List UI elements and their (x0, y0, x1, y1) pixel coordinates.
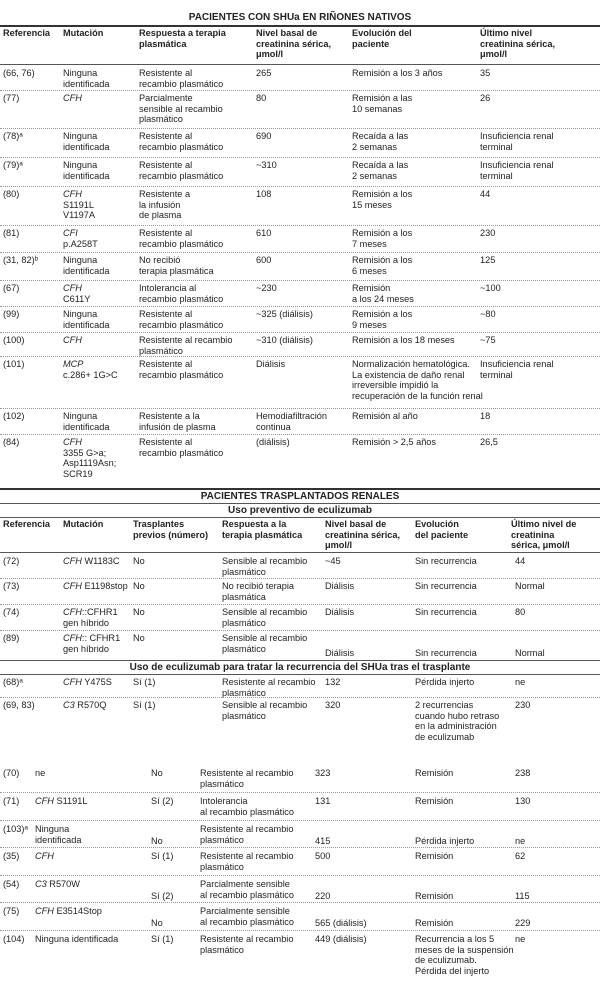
s1-cell-evol: Normalización hematológica. La existencia de daño renal irreversible impidió la recuperación de la función renal (352, 359, 483, 401)
s3-cell-resp: Resistente al recambio plasmático (222, 677, 316, 698)
row-divider (0, 604, 600, 605)
header2-mut: Mutación (63, 519, 104, 529)
s1-cell-mut: Ninguna identificada (63, 160, 110, 181)
row-divider (0, 630, 600, 631)
s1-cell-ultimo: Insuficiencia renal terminal (480, 359, 554, 380)
s2-cell-mut: CFH::CFHR1 gen híbrido (63, 607, 118, 628)
s1-cell-resp: Resistente al recambio plasmático (139, 228, 224, 249)
s1-cell-mut: MCP c.286+ 1G>C (63, 359, 118, 380)
s1-cell-basal: ~230 (256, 283, 277, 293)
s1-cell-evol: Remisión al año (352, 411, 418, 421)
s2-cell-resp: Sensible al recambio plasmático (222, 633, 308, 654)
header2-basal: Nivel basal de creatinina sérica, μmol/l (325, 519, 401, 551)
divider (0, 488, 600, 490)
s1-cell-evol: Remisión a los 24 meses (352, 283, 414, 304)
s1-cell-ultimo: ~75 (480, 335, 496, 345)
s1-cell-basal: 108 (256, 189, 272, 199)
s1-cell-ref: (99) (3, 309, 20, 319)
s1-cell-resp: Parcialmente sensible al recambio plasmático (139, 93, 223, 125)
s3-late-cell-ref: (54) (3, 879, 20, 889)
s3-late-cell-resp: Parcialmente sensible al recambio plasmático (200, 879, 294, 900)
s1-cell-ref: (102) (3, 411, 25, 421)
s3-late-cell-tras: Sí (2) (151, 891, 174, 901)
s3-late-cell-resp: Intolerancia al recambio plasmático (200, 796, 294, 817)
s3-late-cell-ultimo: 229 (515, 918, 531, 928)
s1-cell-ref: (84) (3, 437, 20, 447)
s1-cell-evol: Remisión > 2,5 años (352, 437, 437, 447)
s2-cell-evol: Sin recurrencia (415, 581, 477, 591)
s1-cell-ref: (101) (3, 359, 25, 369)
divider (0, 552, 600, 553)
divider (0, 503, 600, 504)
s1-cell-resp: Resistente al recambio plasmático (139, 437, 224, 458)
s2-cell-basal: Diálisis (325, 648, 355, 658)
s3-cell-tras: Sí (1) (133, 700, 156, 710)
s3-late-cell-resp: Resistente al recambio plasmático (200, 768, 294, 789)
s2-cell-evol: Sin recurrencia (415, 556, 477, 566)
s3-late-cell-tras: Sí (2) (151, 796, 174, 806)
s1-cell-resp: Resistente al recambio plasmático (139, 160, 224, 181)
s1-cell-mut: Ninguna identificada (63, 309, 110, 330)
header2-tras: Trasplantes previos (número) (133, 519, 209, 540)
s3-late-cell-mut: CFH E3514Stop (35, 906, 102, 916)
s3-late-cell-mut: ne (35, 768, 46, 778)
s3-late-cell-ref: (71) (3, 796, 20, 806)
s2-cell-basal: Diálisis (325, 581, 355, 591)
s1-cell-evol: Recaída a las 2 semanas (352, 160, 409, 181)
s1-cell-ultimo: ~100 (480, 283, 501, 293)
s1-cell-mut: CFH C611Y (63, 283, 91, 304)
s3-late-cell-basal: 220 (315, 891, 331, 901)
s1-cell-resp: Intolerancia al recambio plasmático (139, 283, 224, 304)
header2-evol: Evolución del paciente (415, 519, 469, 540)
s3-late-cell-tras: Sí (1) (151, 934, 174, 944)
s1-cell-resp: Resistente al recambio plasmático (139, 309, 224, 330)
s1-cell-basal: Diálisis (256, 359, 286, 369)
s3-cell-evol: 2 recurrencias cuando hubo retraso en la administración de eculizumab (415, 700, 500, 742)
s3-late-cell-basal: 323 (315, 768, 331, 778)
s2-cell-mut: CFH E1198stop (63, 581, 128, 591)
s1-cell-evol: Recaída a las 2 semanas (352, 131, 409, 152)
header-ultimo: Último nivel creatinina sérica, μmol/l (480, 28, 556, 60)
header2-resp: Respuesta a la terapia plasmática (222, 519, 303, 540)
s2-cell-ref: (89) (3, 633, 20, 643)
header2-ref: Referencia (3, 519, 50, 529)
row-divider (0, 875, 600, 876)
s2-cell-tras: No (133, 607, 145, 617)
row-divider (0, 847, 600, 848)
s3-late-cell-evol: Recurrencia a los 5 meses de la suspensión de eculizumab. Pérdida del injerto (415, 934, 514, 976)
s3-late-cell-resp: Resistente al recambio plasmático (200, 851, 294, 872)
header-mut: Mutación (63, 28, 104, 38)
s1-cell-ultimo: 35 (480, 68, 491, 78)
s1-cell-ultimo: Insuficiencia renal terminal (480, 131, 554, 152)
s1-cell-ref: (81) (3, 228, 20, 238)
s2-cell-ref: (72) (3, 556, 20, 566)
s3-late-cell-evol: Remisión (415, 851, 454, 861)
s1-cell-resp: Resistente a la infusión de plasma (139, 411, 216, 432)
s2-cell-basal: Diálisis (325, 607, 355, 617)
s2-cell-evol: Sin recurrencia (415, 607, 477, 617)
s3-late-cell-mut: CFH (35, 851, 54, 861)
s1-cell-ultimo: 26 (480, 93, 491, 103)
s2-cell-ref: (73) (3, 581, 20, 591)
s3-cell-ref: (69, 83) (3, 700, 35, 710)
row-divider (0, 157, 600, 158)
s1-cell-mut: CFH (63, 93, 82, 103)
s2-cell-evol: Sin recurrencia (415, 648, 477, 658)
s1-cell-mut: CFI p.A258T (63, 228, 98, 249)
s3-late-cell-evol: Remisión (415, 918, 454, 928)
s1-cell-resp: Resistente al recambio plasmático (139, 359, 224, 380)
s3-late-cell-basal: 449 (diálisis) (315, 934, 367, 944)
row-divider (0, 252, 600, 253)
s2-cell-basal: ~45 (325, 556, 341, 566)
s1-cell-evol: Remisión a los 18 meses (352, 335, 455, 345)
s1-cell-ultimo: 230 (480, 228, 496, 238)
s1-cell-resp: Resistente al recambio plasmático (139, 335, 233, 356)
s1-cell-mut: CFH 3355 G>a; Asp1119Asn; SCR19 (63, 437, 117, 479)
s3-late-cell-basal: 415 (315, 836, 331, 846)
s3-late-cell-ultimo: 115 (515, 891, 530, 901)
s2-cell-mut: CFH W1183C (63, 556, 120, 566)
s3-late-cell-basal: 565 (diálisis) (315, 918, 367, 928)
header-basal: Nivel basal de creatinina sérica, μmol/l (256, 28, 332, 60)
s1-cell-ref: (77) (3, 93, 20, 103)
s3-late-cell-ref: (104) (3, 934, 25, 944)
s1-cell-evol: Remisión a los 3 años (352, 68, 443, 78)
s1-cell-mut: Ninguna identificada (63, 255, 110, 276)
s1-cell-ref: (66, 76) (3, 68, 35, 78)
header-resp: Respuesta a terapia plasmática (139, 28, 226, 49)
s1-cell-basal: Hemodiafiltración continua (256, 411, 327, 432)
row-divider (0, 356, 600, 357)
s1-cell-ultimo: 44 (480, 189, 491, 199)
s3-late-cell-evol: Remisión (415, 796, 454, 806)
divider (0, 660, 600, 661)
divider (0, 674, 600, 675)
s1-cell-basal: 690 (256, 131, 272, 141)
s2-cell-resp: Sensible al recambio plasmático (222, 556, 308, 577)
s1-cell-mut: Ninguna identificada (63, 68, 110, 89)
s3-cell-resp: Sensible al recambio plasmático (222, 700, 308, 721)
s1-cell-ref: (78)ᵃ (3, 131, 23, 141)
s3-late-cell-evol: Remisión (415, 891, 454, 901)
s2-cell-ultimo: Normal (515, 648, 545, 658)
row-divider (0, 128, 600, 129)
s3-late-cell-tras: No (151, 836, 163, 846)
s3-late-cell-basal: 500 (315, 851, 331, 861)
s2-cell-ultimo: 44 (515, 556, 526, 566)
row-divider (0, 820, 600, 821)
s3-late-cell-ultimo: 130 (515, 796, 531, 806)
s3-late-cell-mut: Ninguna identificada (35, 824, 82, 845)
s1-cell-evol: Remisión a las 10 semanas (352, 93, 413, 114)
s3-late-cell-tras: No (151, 768, 163, 778)
s1-cell-ultimo: 125 (480, 255, 496, 265)
s1-cell-resp: Resistente a la infusión de plasma (139, 189, 191, 221)
s1-cell-mut: Ninguna identificada (63, 131, 110, 152)
s1-cell-evol: Remisión a los 7 meses (352, 228, 413, 249)
divider (0, 25, 600, 27)
s3-late-cell-ultimo: 238 (515, 768, 531, 778)
s3-late-cell-ultimo: ne (515, 836, 526, 846)
s1-cell-ultimo: Insuficiencia renal terminal (480, 160, 554, 181)
s3-late-cell-mut: C3 R570W (35, 879, 80, 889)
s2-cell-mut: CFH:: CFHR1 gen híbrido (63, 633, 121, 654)
s1-cell-mut: Ninguna identificada (63, 411, 110, 432)
s3-late-cell-mut: Ninguna identificada (35, 934, 119, 944)
s3-late-cell-ultimo: ne (515, 934, 526, 944)
s3-late-cell-resp: Resistente al recambio plasmático (200, 824, 294, 845)
s3-late-cell-basal: 131 (315, 796, 331, 806)
s1-cell-basal: (diálisis) (256, 437, 290, 447)
s3-late-cell-mut: CFH S1191L (35, 796, 88, 806)
s1-cell-basal: ~310 (256, 160, 277, 170)
s2-cell-ref: (74) (3, 607, 20, 617)
s1-cell-resp: No recibió terapia plasmática (139, 255, 214, 276)
s3-cell-ultimo: ne (515, 677, 526, 687)
row-divider (0, 306, 600, 307)
s3-cell-tras: Sí (1) (133, 677, 156, 687)
s2-cell-tras: No (133, 633, 145, 643)
s1-cell-evol: Remisión a los 15 meses (352, 189, 413, 210)
s3-cell-evol: Pérdida injerto (415, 677, 475, 687)
s1-cell-ref: (31, 82)ᵇ (3, 255, 39, 265)
row-divider (0, 408, 600, 409)
s2-cell-ultimo: Normal (515, 581, 545, 591)
s1-cell-ref: (80) (3, 189, 20, 199)
s1-cell-basal: 610 (256, 228, 272, 238)
row-divider (0, 90, 600, 91)
s1-cell-mut: CFH (63, 335, 82, 345)
s1-cell-ultimo: ~80 (480, 309, 496, 319)
s1-cell-resp: Resistente al recambio plasmático (139, 68, 224, 89)
s3-cell-basal: 132 (325, 677, 341, 687)
divider (0, 64, 600, 65)
s2-cell-tras: No (133, 556, 145, 566)
row-divider (0, 930, 600, 931)
s1-cell-ultimo: 18 (480, 411, 491, 421)
s1-cell-ref: (67) (3, 283, 20, 293)
s1-cell-ref: (100) (3, 335, 25, 345)
section2-title: PACIENTES TRASPLANTADOS RENALES (200, 491, 400, 502)
header-ref: Referencia (3, 28, 50, 38)
s3-late-cell-evol: Pérdida injerto (415, 836, 475, 846)
s2-cell-resp: Sensible al recambio plasmático (222, 607, 308, 628)
s3-late-cell-evol: Remisión (415, 768, 454, 778)
s3-late-cell-ref: (75) (3, 906, 20, 916)
s1-cell-ref: (79)ᵃ (3, 160, 23, 170)
s1-cell-mut: CFH S1191L V1197A (63, 189, 96, 221)
s3-cell-ref: (68)ᵃ (3, 677, 23, 687)
s3-late-cell-ref: (103)ᵃ (3, 824, 28, 834)
s1-cell-evol: Remisión a los 6 meses (352, 255, 413, 276)
s1-cell-basal: 600 (256, 255, 272, 265)
section2-subtitle-preventive: Uso preventivo de eculizumab (228, 505, 372, 516)
s3-late-cell-ultimo: 62 (515, 851, 526, 861)
s3-cell-mut: C3 R570Q (63, 700, 107, 710)
s3-cell-mut: CFH Y475S (63, 677, 112, 687)
s1-cell-basal: 265 (256, 68, 272, 78)
s3-late-cell-resp: Resistente al recambio plasmático (200, 934, 294, 955)
header-evol: Evolución del paciente (352, 28, 412, 49)
s3-cell-basal: 320 (325, 700, 341, 710)
s1-cell-basal: ~310 (diálisis) (256, 335, 313, 345)
row-divider (0, 578, 600, 579)
s3-late-cell-ref: (35) (3, 851, 20, 861)
row-divider (0, 434, 600, 435)
s1-cell-basal: ~325 (diálisis) (256, 309, 313, 319)
section2-subtitle-recurrence: Uso de eculizumab para tratar la recurrencia del SHUa tras el trasplante (129, 662, 471, 673)
s3-late-cell-ref: (70) (3, 768, 20, 778)
s2-cell-resp: No recibió terapia plasmática (222, 581, 295, 602)
row-divider (0, 280, 600, 281)
row-divider (0, 697, 600, 698)
s2-cell-ultimo: 80 (515, 607, 526, 617)
s1-cell-evol: Remisión a los 9 meses (352, 309, 413, 330)
divider (0, 517, 600, 518)
header2-ultimo: Último nivel de creatinina sérica, μmol/l (511, 519, 577, 551)
section1-title: PACIENTES CON SHUa EN RIÑONES NATIVOS (188, 12, 412, 23)
row-divider (0, 186, 600, 187)
row-divider (0, 225, 600, 226)
s3-late-cell-tras: Sí (1) (151, 851, 174, 861)
s1-cell-resp: Resistente al recambio plasmático (139, 131, 224, 152)
row-divider (0, 902, 600, 903)
s3-late-cell-resp: Parcialmente sensible al recambio plasmático (200, 906, 294, 927)
row-divider (0, 792, 600, 793)
s2-cell-tras: No (133, 581, 145, 591)
s3-late-cell-tras: No (151, 918, 163, 928)
row-divider (0, 332, 600, 333)
s3-cell-ultimo: 230 (515, 700, 531, 710)
s1-cell-ultimo: 26,5 (480, 437, 498, 447)
s1-cell-basal: 80 (256, 93, 267, 103)
